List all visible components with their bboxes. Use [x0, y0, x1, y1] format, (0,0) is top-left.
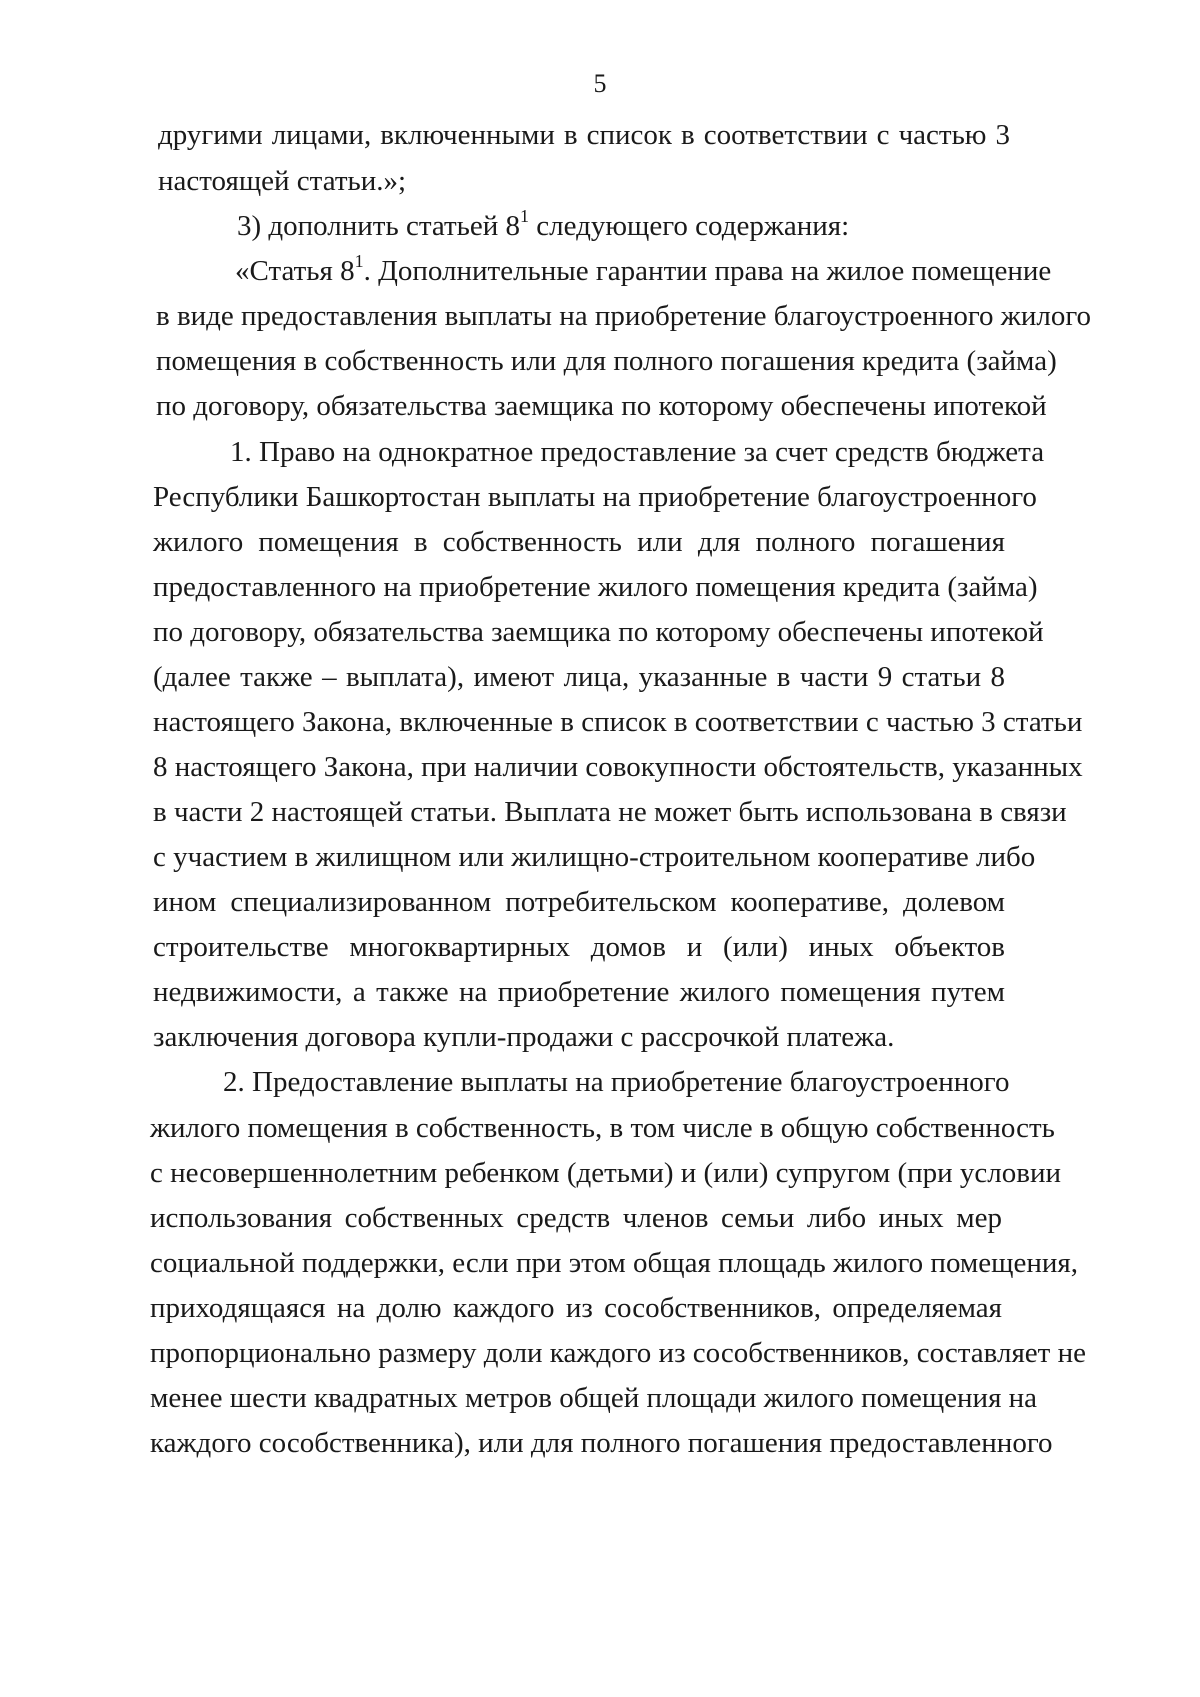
text-line: 1. Право на однократное предоставление за счет средств бюджета: [230, 436, 1045, 468]
text-segment: следующего содержания:: [529, 210, 850, 242]
page-number: 5: [593, 69, 607, 98]
text-line: 8 настоящего Закона, при наличии совокупности обстоятельств, указанных: [153, 751, 1083, 783]
text-segment: «Статья 8: [235, 255, 355, 287]
text-line: заключения договора купли-продажи с рассрочкой платежа.: [153, 1021, 895, 1053]
text-line: Республики Башкортостан выплаты на приобретение благоустроенного: [153, 481, 1037, 513]
text-line: строительстве многоквартирных домов и (или) иных объектов: [153, 931, 1005, 963]
text-line: по договору, обязательства заемщика по которому обеспечены ипотекой: [153, 616, 1044, 648]
text-line: недвижимости, а также на приобретение жилого помещения путем: [153, 976, 1005, 1008]
text-line: ином специализированном потребительском кооперативе, долевом: [153, 886, 1005, 918]
article-heading-line: по договору, обязательства заемщика по которому обеспечены ипотекой: [156, 390, 1047, 422]
text-line: 2. Предоставление выплаты на приобретение благоустроенного: [223, 1066, 1010, 1098]
text-line: в части 2 настоящей статьи. Выплата не может быть использована в связи: [153, 796, 1067, 828]
article-heading-line: [235, 251, 1052, 289]
text-line: с несовершеннолетним ребенком (детьми) и (или) супругом (при условии: [150, 1157, 1061, 1189]
text-line: менее шести квадратных метров общей площади жилого помещения на: [150, 1382, 1038, 1414]
text-line: жилого помещения в собственность или для полного погашения: [153, 526, 1005, 558]
article-heading-line: помещения в собственность или для полного погашения кредита (займа): [156, 345, 1057, 377]
text-line: предоставленного на приобретение жилого помещения кредита (займа): [153, 571, 1038, 603]
text-line: пропорционально размеру доли каждого из сособственников, составляет не: [150, 1337, 1086, 1369]
superscript: 1: [354, 251, 364, 272]
text-line: приходящаяся на долю каждого из сособственников, определяемая: [150, 1292, 1002, 1324]
text-line: каждого сособственника), или для полного погашения предоставленного: [150, 1427, 1053, 1459]
text-segment: 3) дополнить статьей 8: [237, 210, 521, 242]
article-heading-line: в виде предоставления выплаты на приобретение благоустроенного жилого: [156, 300, 1092, 332]
superscript: 1: [520, 206, 530, 227]
text-line: (далее также – выплата), имеют лица, указанные в части 9 статьи 8: [153, 661, 1005, 693]
text-line: с участием в жилищном или жилищно-строительном кооперативе либо: [153, 841, 1036, 873]
text-line: настоящего Закона, включенные в список в соответствии с частью 3 статьи: [153, 706, 1083, 738]
text-line: использования собственных средств членов семьи либо иных мер: [150, 1202, 1002, 1234]
text-line: другими лицами, включенными в список в соответствии с частью 3: [158, 119, 1010, 151]
text-line: социальной поддержки, если при этом общая площадь жилого помещения,: [150, 1247, 1078, 1279]
text-line: настоящей статьи.»;: [158, 165, 407, 197]
text-line: [237, 208, 1167, 244]
text-line: жилого помещения в собственность, в том числе в общую собственность: [150, 1112, 1055, 1144]
text-segment: . Дополнительные гарантии права на жилое помещение: [363, 255, 1052, 287]
